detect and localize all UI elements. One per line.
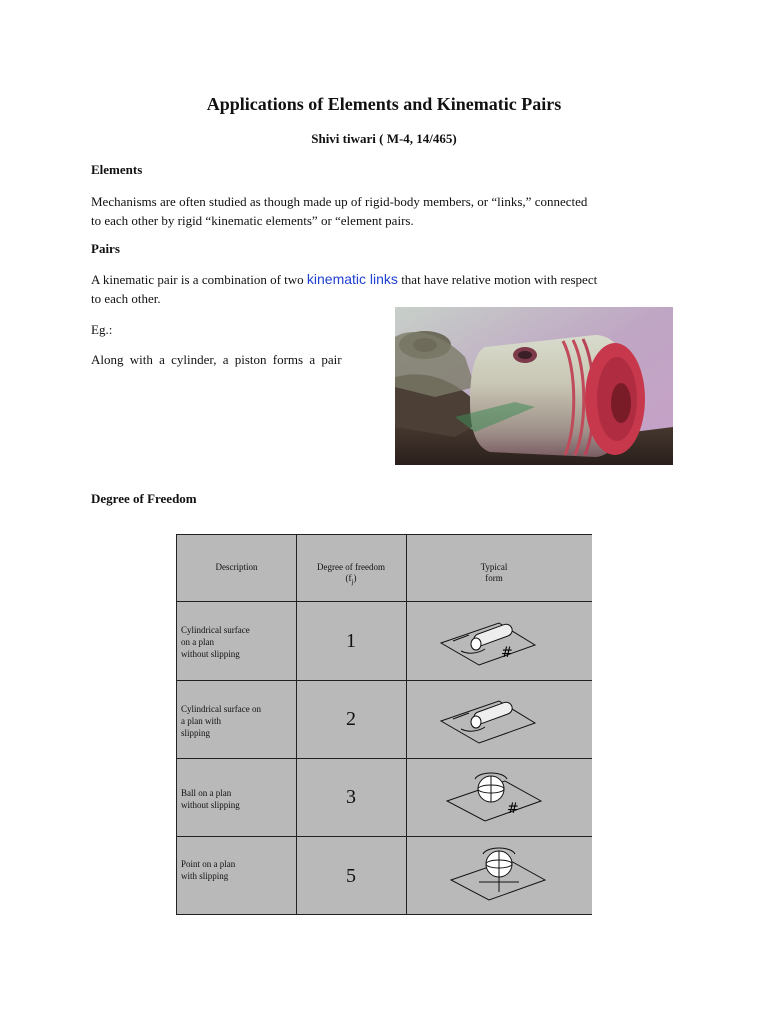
- piston-photo: [395, 307, 673, 465]
- table-row-2-dof: 2: [346, 708, 356, 730]
- table-row-2-description: [181, 703, 261, 739]
- row-divider: [177, 836, 592, 837]
- header-dof-sub: j: [351, 577, 354, 586]
- table-row-3-dof: 3: [346, 786, 356, 808]
- desc-line: Cylindrical surface on: [181, 704, 261, 714]
- header-form-line1: Typical: [480, 562, 508, 572]
- desc-line: Point on a plan: [181, 859, 236, 869]
- header-form: [439, 562, 549, 584]
- desc-line: with slipping: [181, 871, 229, 881]
- row-divider: [177, 758, 592, 759]
- elements-paragraph: [91, 192, 677, 230]
- header-dof-line1: Degree of freedom: [317, 562, 385, 572]
- header-form-line2: form: [485, 573, 503, 583]
- cylinder-slip-icon: [439, 693, 539, 745]
- page-title: Applications of Elements and Kinematic Pairs: [206, 94, 562, 114]
- elements-heading: Elements: [91, 162, 143, 177]
- pairs-line-2: to each other.: [91, 291, 161, 306]
- row-divider: [177, 601, 592, 602]
- piston-example-text: Along with a cylinder, a piston forms a pair: [91, 352, 342, 367]
- pairs-paragraph: [91, 270, 677, 308]
- header-dof-close: ): [353, 573, 357, 583]
- pairs-text-before: A kinematic pair is a combination of two: [91, 272, 307, 287]
- ball-no-slip-icon: [445, 767, 545, 823]
- pairs-line-1: [91, 270, 677, 289]
- desc-line: on a plan: [181, 637, 214, 647]
- piston-image: [395, 307, 673, 465]
- header-dof-line2: [296, 573, 406, 588]
- svg-text:#: #: [507, 801, 519, 817]
- header-dof: [296, 562, 406, 588]
- author-line: Shivi tiwari ( M-4, 14/465): [311, 131, 457, 146]
- elements-line-2: to each other by rigid “kinematic elements” or “element pairs.: [91, 213, 414, 228]
- row-divider: [177, 680, 592, 681]
- svg-text:#: #: [501, 645, 513, 661]
- table-row-4-description: [181, 858, 235, 882]
- table-row-3-description: [181, 787, 240, 811]
- desc-line: Cylindrical surface: [181, 625, 250, 635]
- dof-heading: Degree of Freedom: [91, 491, 197, 506]
- desc-line: without slipping: [181, 800, 240, 810]
- header-description: Description: [215, 562, 258, 572]
- column-divider: [406, 535, 407, 914]
- table-row-1-description: [181, 624, 250, 660]
- desc-line: a plan with: [181, 716, 221, 726]
- table-row-4-dof: 5: [346, 865, 356, 887]
- desc-line: without slipping: [181, 649, 240, 659]
- cylinder-no-slip-icon: [439, 615, 539, 667]
- pairs-heading: Pairs: [91, 241, 120, 256]
- point-slip-icon: [449, 846, 549, 902]
- elements-line-1: Mechanisms are often studied as though made up of rigid-body members, or “links,” connected: [91, 194, 588, 209]
- table-row-1-dof: 1: [346, 630, 356, 652]
- header-dof-f: (f: [345, 573, 352, 583]
- desc-line: Ball on a plan: [181, 788, 232, 798]
- pairs-text-after: that have relative motion with respect: [397, 272, 598, 287]
- dof-table: [176, 534, 592, 915]
- desc-line: slipping: [181, 728, 211, 738]
- kinematic-links-link[interactable]: kinematic links: [306, 271, 398, 287]
- eg-label: Eg.:: [91, 322, 113, 337]
